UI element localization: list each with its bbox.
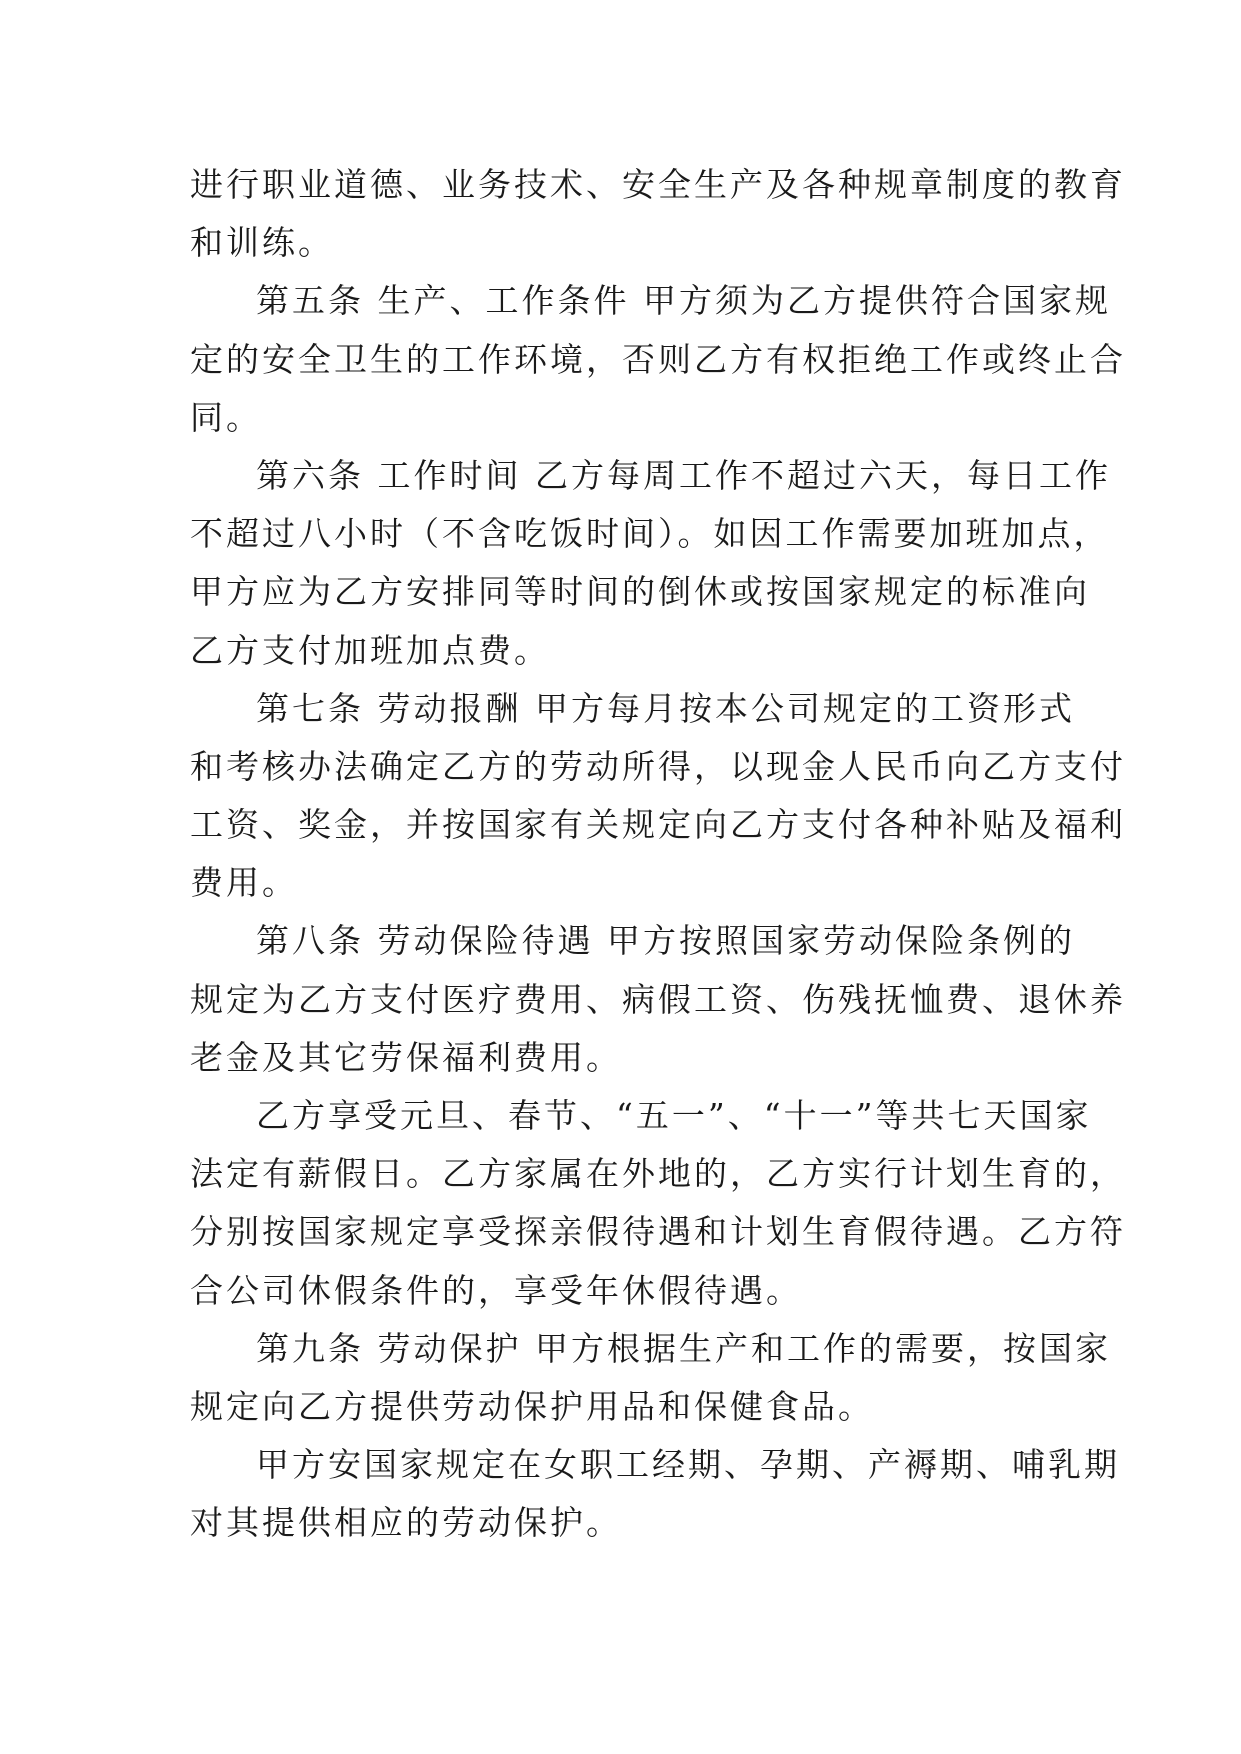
text-line: 老金及其它劳保福利费用。	[190, 1037, 622, 1077]
article-9-heading-line: 第九条 劳动保护 甲方根据生产和工作的需要，按国家	[256, 1328, 1111, 1368]
article-7-heading-line: 第七条 劳动报酬 甲方每月按本公司规定的工资形式	[256, 688, 1075, 728]
text-line: 不超过八小时（不含吃饭时间）。如因工作需要加班加点，	[190, 514, 1110, 554]
text-line: 和训练。	[190, 223, 334, 263]
text-line: 进行职业道德、业务技术、安全生产及各种规章制度的教育	[190, 165, 1126, 204]
text-line: 甲方应为乙方安排同等时间的倒休或按国家规定的标准向	[190, 572, 1090, 612]
paragraph-first-line: 乙方享受元旦、春节、“五一”、“十一”等共七天国家	[256, 1096, 1092, 1135]
article-5-heading-line: 第五条 生产、工作条件 甲方须为乙方提供符合国家规	[256, 281, 1111, 321]
text-line: 对其提供相应的劳动保护。	[190, 1503, 622, 1543]
text-line: 合公司休假条件的，享受年休假待遇。	[190, 1270, 802, 1310]
text-line: 工资、奖金，并按国家有关规定向乙方支付各种补贴及福利	[190, 805, 1126, 845]
text-line: 规定为乙方支付医疗费用、病假工资、伤残抚恤费、退休养	[190, 979, 1126, 1019]
text-line: 和考核办法确定乙方的劳动所得，以现金人民币向乙方支付	[190, 746, 1126, 786]
article-6-heading-line: 第六条 工作时间 乙方每周工作不超过六天，每日工作	[256, 455, 1111, 495]
text-line: 定的安全卫生的工作环境，否则乙方有权拒绝工作或终止合	[190, 339, 1126, 379]
text-line: 费用。	[190, 863, 298, 903]
contract-text-body	[190, 156, 1126, 1553]
article-8-heading-line: 第八条 劳动保险待遇 甲方按照国家劳动保险条例的	[256, 921, 1075, 961]
text-line: 同。	[190, 397, 262, 437]
paragraph-first-line: 甲方安国家规定在女职工经期、孕期、产褥期、哺乳期	[256, 1445, 1120, 1485]
text-line: 分别按国家规定享受探亲假待遇和计划生育假待遇。乙方符	[190, 1212, 1126, 1252]
text-line: 乙方支付加班加点费。	[190, 630, 550, 670]
text-line: 法定有薪假日。乙方家属在外地的，乙方实行计划生育的，	[190, 1154, 1126, 1194]
text-line: 规定向乙方提供劳动保护用品和保健食品。	[190, 1386, 874, 1426]
